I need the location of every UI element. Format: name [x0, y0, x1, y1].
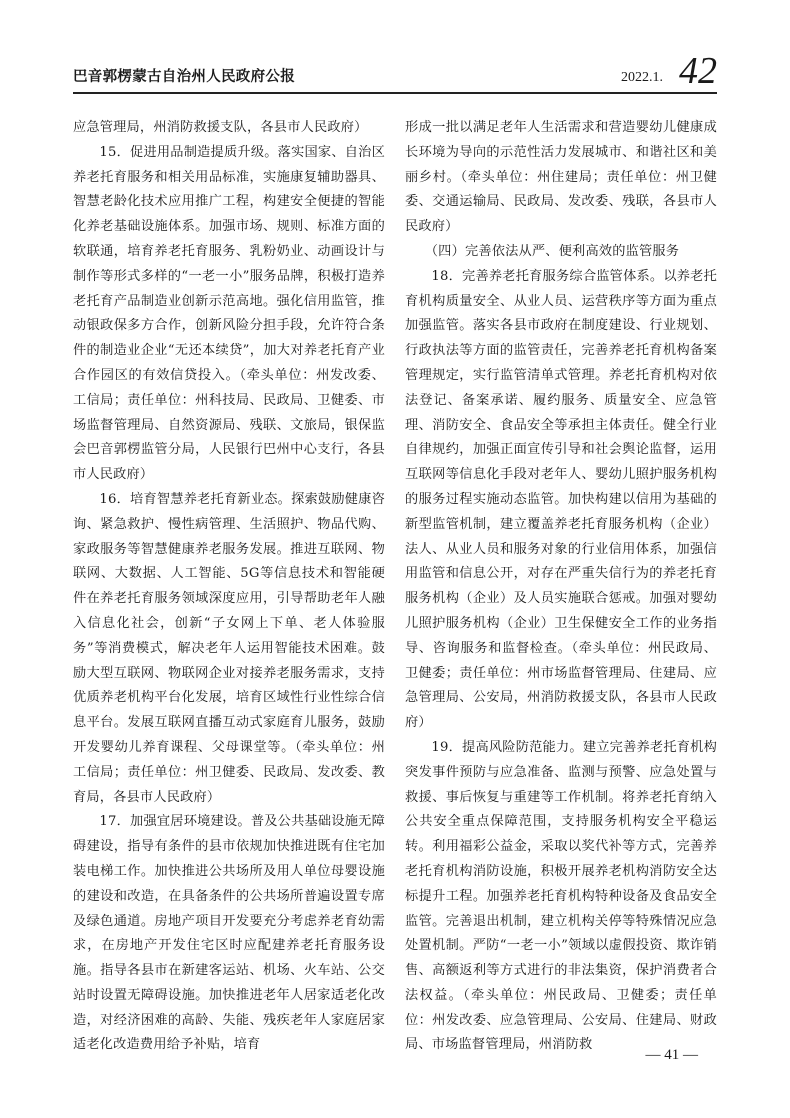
issue-date: 2022.1.: [621, 70, 663, 85]
paragraph: 15．促进用品制造提质升级。落实国家、自治区养老托育服务和相关用品标准，实施康复辅助器具、智慧老龄化技术应用推广工程，构建安全便捷的智能化养老基础设施体系。加强市场、规则、标准方面的软联通，培育养老托育服务、乳粉奶业、动画设计与制作等形式多样的“一老一小”服务品牌，积极打造养老托育产品制造业创新示范高地。强化信用监管，推动银政保多方合作，创新风险分担手段，允许符合条件的制造业企业“无还本续贷”，加大对养老托育产业合作园区的有效信贷投入。（牵头单位：州发改委、工信局；责任单位：州科技局、民政局、卫健委、市场监督管理局、自然资源局、残联、文旅局，银保监会巴音郭楞监管分局，人民银行巴州中心支行，各县市人民政府）: [73, 144, 385, 483]
paragraph: 17．加强宜居环境建设。普及公共基础设施无障碍建设，指导有条件的县市依规加快推进既有住宅加装电梯工作。加快推进公共场所及用人单位母婴设施的建设和改造，在具备条件的公共场所普遍设置专席及绿色通道。房地产项目开发要充分考虑养老育幼需求，在房地产开发住宅区时应配建养老托育服务设施。指导各县市在新建客运站、机场、火车站、公交站时设置无障碍设施。加快推进老年人居家适老化改造，对经济困难的高龄、失能、残疾老年人家庭居家适老化改造费用给予补贴，培育: [73, 814, 385, 1053]
page-header: [73, 50, 717, 94]
issue-number: 42: [679, 50, 717, 92]
right-column: [405, 116, 717, 1058]
paragraph: 16．培育智慧养老托育新业态。探索鼓励健康咨询、紧急救护、慢性病管理、生活照护、物品代购、家政服务等智慧健康养老服务发展。推进互联网、物联网、大数据、人工智能、5G等信息技术和智能硬件在养老托育服务领域深度应用，引导帮助老年人融入信息化社会，创新“子女网上下单、老人体验服务”等消费模式，解决老年人运用智能技术困难。鼓励大型互联网、物联网企业对接养老服务需求，支持优质养老机构平台化发展，培育区域性行业性综合信息平台。发展互联网直播互动式家庭育儿服务，鼓励开发婴幼儿养育课程、父母课堂等。（牵头单位：州工信局；责任单位：州卫健委、民政局、发改委、教育局，各县市人民政府）: [73, 491, 385, 805]
page-number: — 41 —: [645, 1047, 698, 1063]
publication-title: 巴音郭楞蒙古自治州人民政府公报: [73, 69, 295, 85]
paragraph: 18．完善养老托育服务综合监管体系。以养老托育机构质量安全、从业人员、运营秩序等方面为重点加强监管。落实各县市政府在制度建设、行业规划、行政执法等方面的监管责任，完善养老托育机构备案管理规定，实行监管清单式管理。养老托育机构对依法登记、备案承诺、履约服务、质量安全、应急管理、消防安全、食品安全等承担主体责任。健全行业自律规约，加强正面宣传引导和社会舆论监督，运用互联网等信息化手段对老年人、婴幼儿照护服务机构的服务过程实施动态监管。加快构建以信用为基础的新型监管机制，建立覆盖养老托育服务机构（企业）法人、从业人员和服务对象的行业信用体系，加强信用监管和信息公开，对存在严重失信行为的养老托育服务机构（企业）及人员实施联合惩戒。加强对婴幼儿照护服务机构（企业）卫生保健安全工作的业务指导、咨询服务和监督检查。（牵头单位：州民政局、卫健委；责任单位：州市场监督管理局、住建局、应急管理局、公安局，州消防救援支队，各县市人民政府）: [405, 268, 717, 731]
paragraph: 19．提高风险防范能力。建立完善养老托育机构突发事件预防与应急准备、监测与预警、应急处置与救援、事后恢复与重建等工作机制。将养老托育纳入公共安全重点保障范围，支持服务机构安全平稳运转。利用福彩公益金，采取以奖代补等方式，完善养老托育机构消防设施，积极开展养老机构消防安全达标提升工程。加强养老托育机构特种设备及食品安全监管。完善退出机制，建立机构关停等特殊情况应急处置机制。严防“一老一小”领域以虚假投资、欺诈销售、高额返利等方式进行的非法集资，保护消费者合法权益。（牵头单位：州民政局、卫健委；责任单位：州发改委、应急管理局、公安局、住建局、财政局、市场监督管理局，州消防救: [405, 739, 717, 1053]
left-column: [73, 116, 385, 1058]
section-heading: （四）完善依法从严、便利高效的监管服务: [424, 243, 680, 259]
paragraph: 形成一批以满足老年人生活需求和营造婴幼儿健康成长环境为导向的示范性活力发展城市、和谐社区和美丽乡村。（牵头单位：州住建局；责任单位：州卫健委、交通运输局、民政局、发改委、残联，各县市人民政府）: [405, 120, 717, 235]
paragraph: 应急管理局，州消防救援支队，各县市人民政府）: [73, 120, 368, 135]
